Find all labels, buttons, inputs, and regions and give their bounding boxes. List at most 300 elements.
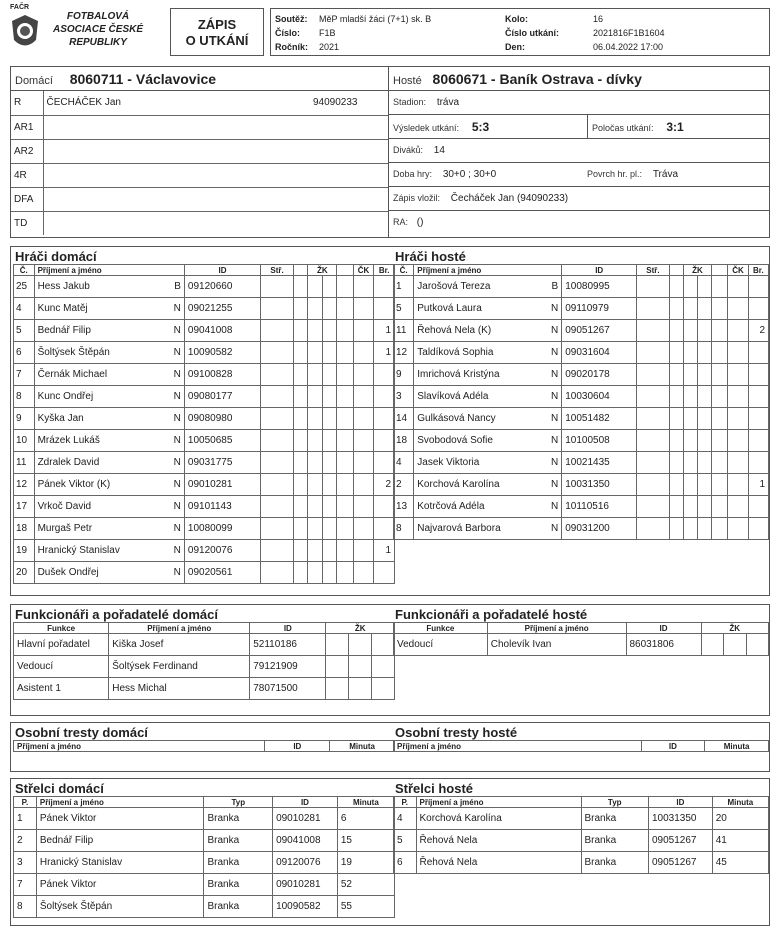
empty-cell [669, 386, 683, 408]
player-id: 09010281 [184, 474, 260, 496]
doc-title-line1: ZÁPIS [197, 17, 237, 32]
player-flag: N [173, 523, 181, 534]
func-home-title: Funkcionáři a pořadatelé domácí [15, 607, 218, 622]
player-name-text: Gulkásová Nancy [417, 413, 496, 424]
official-id [273, 211, 388, 235]
facr-logo [8, 4, 44, 56]
player-number: 25 [14, 276, 35, 298]
func-home [13, 605, 395, 700]
name-header: Příjmení a jméno [414, 265, 562, 276]
players-header-row [394, 265, 769, 276]
official-id [273, 115, 388, 139]
func-id: 79121909 [250, 656, 326, 678]
empty-cell [728, 474, 748, 496]
official-role: AR1 [11, 115, 43, 139]
empty-cell [728, 276, 748, 298]
official-role: TD [11, 211, 43, 235]
scorer-name: Šoltýsek Štěpán [36, 896, 204, 918]
player-name-text: Jasek Viktoria [417, 457, 480, 468]
empty-cell [308, 276, 322, 298]
empty-cell [683, 518, 697, 540]
empty-cell [322, 298, 336, 320]
home-label: Domácí [15, 75, 53, 87]
player-number: 17 [14, 496, 35, 518]
player-name-text: Imrichová Kristýna [417, 369, 500, 380]
player-goals [748, 430, 768, 452]
empty-cell [353, 452, 374, 474]
pen-home [13, 723, 395, 752]
player-name [414, 518, 562, 540]
scorers-home-title: Střelci domácí [15, 781, 104, 796]
player-goals [748, 364, 768, 386]
scorer-type: Branka [204, 830, 273, 852]
empty-cell [637, 342, 669, 364]
empty-cell [372, 678, 395, 700]
player-name-text: Kyška Jan [37, 413, 84, 424]
player-number: 6 [14, 342, 35, 364]
player-number: 8 [394, 518, 414, 540]
player-flag: N [550, 413, 559, 424]
pen-id-header: ID [641, 741, 705, 752]
scorer-no: 1 [14, 808, 37, 830]
empty-cell [261, 430, 294, 452]
player-name-text: Korchová Karolína [417, 479, 500, 490]
empty-cell [261, 474, 294, 496]
empty-cell [712, 342, 728, 364]
player-number: 2 [394, 474, 414, 496]
empty-cell [353, 386, 374, 408]
empty-cell [724, 634, 747, 656]
player-number: 7 [14, 364, 35, 386]
player-name-text: Šoltýsek Štěpán [37, 347, 110, 358]
player-number: 19 [14, 540, 35, 562]
empty-cell [728, 298, 748, 320]
empty-cell [728, 342, 748, 364]
away-players-table [393, 264, 769, 540]
empty-cell [353, 276, 374, 298]
player-number: 20 [14, 562, 35, 584]
empty-cell [698, 298, 712, 320]
player-id: 10030604 [562, 386, 637, 408]
player-row [14, 364, 395, 386]
func-name-header: Příjmení a jméno [487, 623, 626, 634]
func-row [14, 656, 395, 678]
away-players [393, 247, 769, 540]
player-name [414, 364, 562, 386]
player-row [394, 496, 769, 518]
official-role: R [11, 91, 43, 115]
sc-type-header: Typ [581, 797, 649, 808]
empty-cell [712, 452, 728, 474]
func-role: Vedoucí [14, 656, 109, 678]
player-flag: N [550, 479, 559, 490]
empty-cell [308, 430, 322, 452]
info-left [275, 12, 505, 54]
info-label: Den: [505, 42, 525, 52]
player-name-text: Murgaš Petr [37, 523, 93, 534]
empty-cell [261, 364, 294, 386]
official-role: DFA [11, 187, 43, 211]
scorers-away [393, 779, 769, 874]
empty-cell [712, 474, 728, 496]
empty-cell [294, 408, 308, 430]
spectators-label: Diváků: [393, 145, 424, 155]
empty-cell [308, 298, 322, 320]
spectators-row [389, 139, 769, 163]
empty-cell [294, 430, 308, 452]
player-name [414, 298, 562, 320]
doc-title-line2: O UTKÁNÍ [185, 33, 249, 48]
info-row [505, 12, 765, 26]
sc-name-header: Příjmení a jméno [36, 797, 204, 808]
official-row [11, 139, 388, 163]
player-row [394, 276, 769, 298]
empty-cell [728, 364, 748, 386]
result-row [389, 115, 769, 139]
player-name-text: Putková Laura [417, 303, 482, 314]
empty-cell [308, 474, 322, 496]
player-name-text: Jarošová Tereza [417, 281, 491, 292]
empty-cell [669, 474, 683, 496]
player-goals: 1 [748, 474, 768, 496]
player-row [14, 496, 395, 518]
player-flag: N [550, 457, 559, 468]
func-row [14, 678, 395, 700]
scorer-id: 09051267 [649, 852, 713, 874]
empty-cell [712, 408, 728, 430]
empty-cell [372, 634, 395, 656]
empty-cell [337, 320, 353, 342]
player-flag: N [173, 391, 181, 402]
scorer-minute: 20 [712, 808, 768, 830]
player-flag: N [173, 479, 181, 490]
org-name: FOTBALOVÁ ASOCIACE ČESKÉ REPUBLIKY [52, 11, 143, 48]
empty-cell [308, 540, 322, 562]
scorer-row [14, 874, 395, 896]
player-number: 14 [394, 408, 414, 430]
player-name-text: Slavíková Adéla [417, 391, 489, 402]
sc-no-header: P. [394, 797, 417, 808]
empty-cell [308, 320, 322, 342]
pen-name-header: Příjmení a jméno [394, 741, 642, 752]
cell [337, 265, 353, 276]
functionaries-block [10, 604, 770, 716]
player-number: 4 [14, 298, 35, 320]
empty-cell [669, 430, 683, 452]
stadium-value: tráva [436, 97, 460, 108]
scorer-name: Řehová Nela [416, 852, 581, 874]
func-name: Šoltýsek Ferdinand [109, 656, 250, 678]
player-row [394, 518, 769, 540]
player-row [14, 276, 395, 298]
scorer-no: 2 [14, 830, 37, 852]
empty-cell [698, 518, 712, 540]
empty-cell [322, 562, 336, 584]
empty-cell [322, 386, 336, 408]
ra-label: RA: [393, 217, 409, 227]
scorer-type: Branka [204, 896, 273, 918]
player-name [34, 430, 184, 452]
empty-cell [294, 474, 308, 496]
empty-cell [698, 452, 712, 474]
empty-cell [337, 386, 353, 408]
player-id: 10090582 [184, 342, 260, 364]
scorer-id: 09041008 [273, 830, 338, 852]
player-id: 09080980 [184, 408, 260, 430]
empty-cell [683, 386, 697, 408]
empty-cell [322, 364, 336, 386]
scorer-no: 3 [14, 852, 37, 874]
player-id: 10051482 [562, 408, 637, 430]
player-flag: N [550, 303, 559, 314]
player-goals [374, 452, 395, 474]
player-goals [374, 562, 395, 584]
player-goals [374, 386, 395, 408]
player-flag: N [173, 501, 181, 512]
player-name [414, 320, 562, 342]
empty-cell [698, 320, 712, 342]
players-header-row [14, 265, 395, 276]
official-id [273, 139, 388, 163]
scorer-id: 09010281 [273, 874, 338, 896]
scorer-id: 10031350 [649, 808, 713, 830]
id-header: ID [184, 265, 260, 276]
func-role-header: Funkce [394, 623, 488, 634]
info-value: MěP mladší žáci (7+1) sk. B [319, 14, 432, 24]
players-block [10, 246, 770, 596]
player-id: 09020178 [562, 364, 637, 386]
func-name: Hess Michal [109, 678, 250, 700]
player-flag: N [550, 347, 559, 358]
empty-cell [308, 496, 322, 518]
func-id-header: ID [626, 623, 701, 634]
player-number: 5 [14, 320, 35, 342]
scorer-row [394, 852, 769, 874]
info-value: 06.04.2022 17:00 [593, 42, 664, 52]
logo-text: FAČR [10, 4, 30, 11]
func-role: Hlavní pořadatel [14, 634, 109, 656]
empty-cell [294, 496, 308, 518]
player-row [394, 452, 769, 474]
player-row [394, 342, 769, 364]
scorer-type: Branka [581, 808, 649, 830]
player-number: 12 [14, 474, 35, 496]
pen-away [393, 723, 769, 752]
scorer-name: Pánek Viktor [36, 808, 204, 830]
official-name [43, 187, 273, 211]
player-id: 09051267 [562, 320, 637, 342]
player-name [34, 518, 184, 540]
scorer-no: 5 [394, 830, 417, 852]
player-goals [748, 276, 768, 298]
empty-cell [683, 430, 697, 452]
empty-cell [308, 452, 322, 474]
br-header: Br. [374, 265, 395, 276]
empty-cell [261, 408, 294, 430]
player-id: 09120660 [184, 276, 260, 298]
zk-header: ŽK [308, 265, 337, 276]
sc-no-header: P. [14, 797, 37, 808]
empty-cell [728, 496, 748, 518]
halftime-label: Poločas utkání: [592, 123, 654, 133]
player-flag: B [174, 281, 181, 292]
scorer-id: 09120076 [273, 852, 338, 874]
empty-cell [712, 364, 728, 386]
player-name [34, 298, 184, 320]
player-name-text: Vrkoč David [37, 501, 92, 512]
scorer-no: 7 [14, 874, 37, 896]
official-name [43, 139, 273, 163]
player-number: 18 [394, 430, 414, 452]
empty-cell [353, 408, 374, 430]
player-name-text: Kotrčová Adéla [417, 501, 485, 512]
empty-cell [308, 518, 322, 540]
empty-cell [669, 452, 683, 474]
player-flag: N [550, 435, 559, 446]
sc-id-header: ID [273, 797, 338, 808]
player-row [394, 474, 769, 496]
player-flag: N [173, 413, 181, 424]
player-id: 09110979 [562, 298, 637, 320]
player-name-text: Řehová Nela (K) [417, 325, 492, 336]
empty-cell [728, 408, 748, 430]
player-row [394, 364, 769, 386]
pen-away-table [393, 740, 769, 752]
scorer-type: Branka [204, 808, 273, 830]
player-id: 09080177 [184, 386, 260, 408]
player-number: 10 [14, 430, 35, 452]
empty-cell [353, 364, 374, 386]
scorer-name: Bednář Filip [36, 830, 204, 852]
player-number: 4 [394, 452, 414, 474]
player-row [14, 298, 395, 320]
empty-cell [353, 342, 374, 364]
scorer-row [394, 808, 769, 830]
stadium-row [389, 91, 769, 115]
empty-cell [308, 562, 322, 584]
empty-cell [683, 496, 697, 518]
duration-label: Doba hry: [393, 169, 433, 179]
pen-id-header: ID [265, 741, 330, 752]
player-id: 10080099 [184, 518, 260, 540]
empty-cell [712, 518, 728, 540]
player-id: 10021435 [562, 452, 637, 474]
empty-cell [308, 386, 322, 408]
player-name-text: Najvarová Barbora [417, 523, 501, 534]
empty-cell [337, 276, 353, 298]
scorer-name: Řehová Nela [416, 830, 581, 852]
info-row [275, 40, 505, 54]
player-goals [748, 342, 768, 364]
player-goals [374, 364, 395, 386]
player-row [394, 298, 769, 320]
empty-cell [322, 540, 336, 562]
player-row [14, 386, 395, 408]
ra-row [389, 211, 769, 235]
empty-cell [669, 364, 683, 386]
result-value: 5:3 [471, 120, 490, 134]
br-header: Br. [748, 265, 768, 276]
empty-cell [683, 452, 697, 474]
scorer-minute: 15 [337, 830, 394, 852]
player-goals [748, 298, 768, 320]
empty-cell [261, 320, 294, 342]
player-name-text: Svobodová Sofie [417, 435, 493, 446]
empty-cell [337, 430, 353, 452]
player-name [34, 474, 184, 496]
player-flag: N [173, 545, 181, 556]
player-flag: N [550, 325, 559, 336]
player-flag: N [550, 391, 559, 402]
entered-label: Zápis vložil: [393, 193, 441, 203]
empty-cell [637, 320, 669, 342]
empty-cell [683, 342, 697, 364]
empty-cell [294, 452, 308, 474]
official-name [43, 211, 273, 235]
player-goals: 2 [748, 320, 768, 342]
player-id: 09020561 [184, 562, 260, 584]
player-name-text: Hranický Stanislav [37, 545, 120, 556]
away-team-name: 8060671 - Baník Ostrava - dívky [432, 71, 642, 87]
func-role-header: Funkce [14, 623, 109, 634]
empty-cell [294, 540, 308, 562]
player-goals [748, 452, 768, 474]
empty-cell [337, 298, 353, 320]
empty-cell [669, 276, 683, 298]
empty-cell [353, 320, 374, 342]
official-role: AR2 [11, 139, 43, 163]
surface-label: Povrch hr. pl.: [587, 169, 643, 179]
empty-cell [637, 386, 669, 408]
player-name [414, 496, 562, 518]
func-row [394, 634, 769, 656]
official-id: 94090233 [273, 91, 388, 115]
player-flag: N [173, 303, 181, 314]
empty-cell [294, 342, 308, 364]
player-goals: 1 [374, 342, 395, 364]
player-id: 09101143 [184, 496, 260, 518]
str-header: Stř. [637, 265, 669, 276]
sc-name-header: Příjmení a jméno [416, 797, 581, 808]
player-row [14, 320, 395, 342]
empty-cell [294, 276, 308, 298]
scorers-header-row [14, 797, 395, 808]
header [6, 4, 770, 60]
empty-cell [294, 364, 308, 386]
empty-cell [683, 408, 697, 430]
player-row [14, 518, 395, 540]
scorer-type: Branka [581, 830, 649, 852]
player-name [414, 386, 562, 408]
player-name-text: Pánek Viktor (K) [37, 479, 111, 490]
empty-cell [337, 342, 353, 364]
func-row [14, 634, 395, 656]
func-home-table [13, 622, 395, 700]
empty-cell [372, 656, 395, 678]
scorers-away-title: Střelci hosté [395, 781, 474, 796]
player-number: 5 [394, 298, 414, 320]
empty-cell [261, 452, 294, 474]
info-value: F1B [319, 28, 336, 38]
player-row [14, 474, 395, 496]
official-name: ČECHÁČEK Jan [43, 91, 273, 115]
info-row [505, 26, 765, 40]
player-goals [374, 408, 395, 430]
empty-cell [261, 342, 294, 364]
official-name [43, 163, 273, 187]
scorer-id: 09051267 [649, 830, 713, 852]
info-label: Ročník: [275, 42, 309, 52]
